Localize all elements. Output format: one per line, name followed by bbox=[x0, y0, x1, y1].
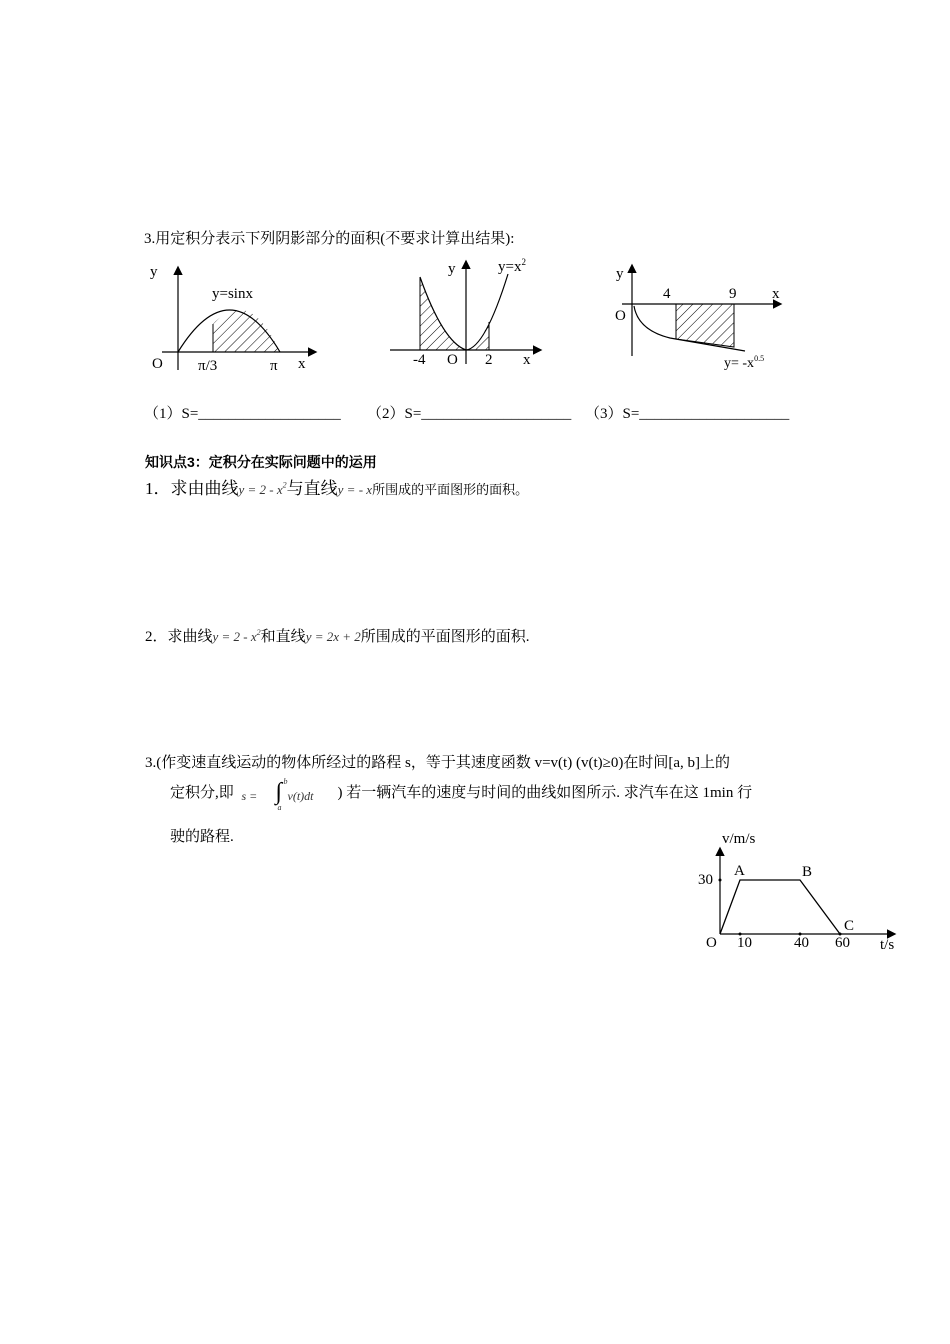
y-label: y bbox=[150, 264, 158, 280]
kp3-title: 知识点3：定积分在实际问题中的运用 bbox=[145, 454, 377, 470]
t-axis-label: t/s bbox=[880, 937, 895, 953]
shaded-region bbox=[213, 310, 280, 352]
x-label: x bbox=[298, 356, 306, 372]
v-axis-label: v/m/s bbox=[722, 831, 756, 847]
fig1-sine-graph bbox=[140, 258, 330, 378]
q3-heading: 3.用定积分表示下列阴影部分的面积(不要求计算出结果): bbox=[144, 231, 515, 247]
problem-3-line2: 定积分,即 s = ∫ b a v(t)dt ) 若一辆汽车的速度与时间的曲线如图所示. 求汽车在这 1min 行 bbox=[170, 776, 753, 812]
origin-label: O bbox=[152, 356, 163, 372]
neg4-label: -4 bbox=[413, 352, 426, 368]
problem-3-line3: 驶的路程. bbox=[170, 829, 234, 845]
pi-label: π bbox=[270, 358, 278, 374]
tick-30-label: 30 bbox=[698, 872, 713, 888]
point-a-label: A bbox=[734, 863, 745, 879]
origin-label: O bbox=[615, 308, 626, 324]
shaded-right bbox=[466, 322, 489, 350]
origin-label: O bbox=[447, 352, 458, 368]
tick-40-label: 40 bbox=[794, 935, 809, 951]
fig2-parabola-graph bbox=[385, 252, 555, 372]
problem-3-line1: 3.(作变速直线运动的物体所经过的路程 s，等于其速度函数 v=v(t) (v(t)≥0)在时间[a, b]上的 bbox=[145, 755, 730, 771]
x-label: x bbox=[772, 286, 780, 302]
nine-label: 9 bbox=[729, 286, 737, 302]
x-label: x bbox=[523, 352, 531, 368]
fig3-sqrt-graph bbox=[610, 258, 790, 378]
y-label: y bbox=[616, 266, 624, 282]
four-label: 4 bbox=[663, 286, 671, 302]
point-c-label: C bbox=[844, 918, 855, 934]
two-label: 2 bbox=[485, 352, 493, 368]
tick-10-label: 10 bbox=[737, 935, 752, 951]
tick-60-label: 60 bbox=[835, 935, 850, 951]
curve-label: $y=x^2$ bbox=[498, 257, 526, 275]
problem-1: 1．求由曲线$y = 2 - x^2$与直线y = - x所围成的平面图形的面积。 bbox=[145, 479, 529, 498]
tick-dot-30 bbox=[719, 879, 722, 882]
shaded-left bbox=[420, 277, 466, 350]
answer-blank-2[interactable]: （2）S=____________________ bbox=[367, 406, 572, 422]
problem-2: 2．求曲线$y = 2 - x^2$和直线y = 2x + 2所围成的平面图形的面积. bbox=[145, 628, 530, 645]
answer-blank-3[interactable]: （3）S=____________________ bbox=[585, 406, 790, 422]
integral-formula: s = ∫ b a v(t)dt bbox=[241, 776, 314, 812]
velocity-time-graph bbox=[690, 825, 905, 960]
y-label: y bbox=[448, 261, 456, 277]
pi-third-label: π/3 bbox=[198, 358, 218, 374]
velocity-line bbox=[720, 880, 840, 934]
curve-label: $y= -x^{0.5}$ bbox=[724, 354, 765, 371]
point-b-label: B bbox=[802, 864, 813, 880]
answer-blank-1[interactable]: （1）S=___________________ bbox=[144, 406, 341, 422]
origin-label: O bbox=[706, 935, 717, 951]
curve-label: y=sinx bbox=[212, 286, 253, 302]
